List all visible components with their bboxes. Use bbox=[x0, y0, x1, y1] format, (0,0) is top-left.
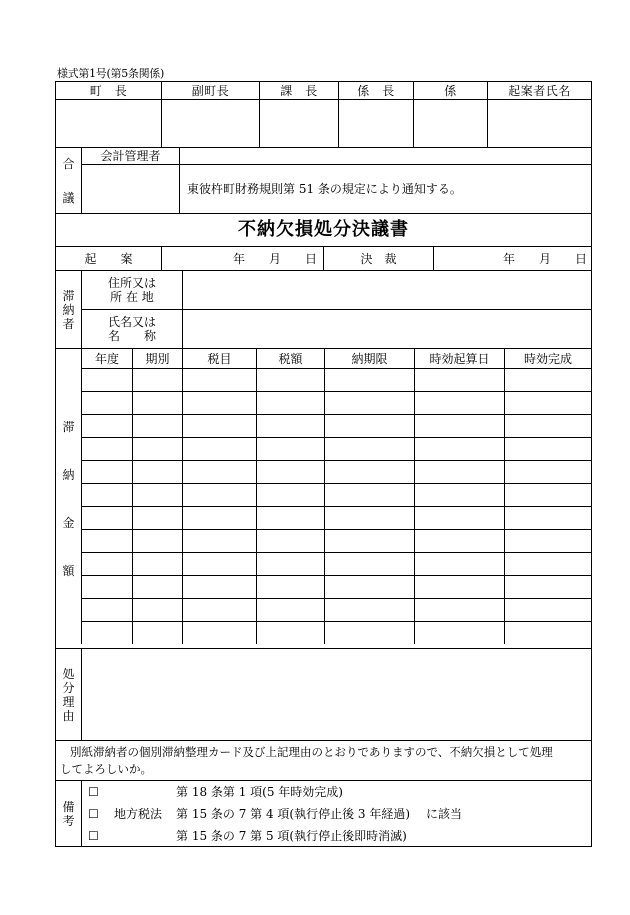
table-cell-year[interactable] bbox=[81, 391, 132, 414]
table-cell-prescription-start[interactable] bbox=[414, 529, 504, 552]
table-cell-tax-item[interactable] bbox=[182, 437, 256, 460]
address-field[interactable] bbox=[182, 270, 591, 309]
table-cell-year[interactable] bbox=[81, 460, 132, 483]
column-header-due-date: 納期限 bbox=[324, 348, 414, 368]
remarks-side-char: 考 bbox=[62, 813, 75, 828]
remarks-area bbox=[81, 780, 591, 846]
table-cell-year[interactable] bbox=[81, 483, 132, 506]
seal-box-section-chief[interactable] bbox=[259, 99, 338, 147]
seal-box-mayor[interactable] bbox=[56, 99, 161, 147]
table-cell-due-date[interactable] bbox=[324, 575, 414, 598]
table-cell-prescription-end[interactable] bbox=[504, 529, 591, 552]
table-cell-year[interactable] bbox=[81, 552, 132, 575]
table-cell-tax-amount[interactable] bbox=[256, 529, 324, 552]
council-seal-box[interactable] bbox=[81, 164, 179, 213]
checkbox-5yr[interactable]: ☐ bbox=[88, 785, 99, 799]
table-cell-prescription-start[interactable] bbox=[414, 414, 504, 437]
table-cell-tax-item[interactable] bbox=[182, 598, 256, 621]
reason-side-char: 理 bbox=[62, 694, 75, 709]
table-cell-year[interactable] bbox=[81, 414, 132, 437]
accountant-seal-area[interactable] bbox=[179, 147, 591, 164]
table-cell-prescription-start[interactable] bbox=[414, 575, 504, 598]
table-cell-period[interactable] bbox=[132, 529, 182, 552]
reason-side-char: 処 bbox=[62, 666, 75, 681]
table-cell-due-date[interactable] bbox=[324, 598, 414, 621]
council-side-char: 合 bbox=[62, 156, 75, 171]
table-cell-tax-amount[interactable] bbox=[256, 598, 324, 621]
name-field[interactable] bbox=[182, 309, 591, 348]
table-cell-tax-amount[interactable] bbox=[256, 552, 324, 575]
name-label-line: 名 称 bbox=[107, 329, 156, 343]
table-cell-due-date[interactable] bbox=[324, 437, 414, 460]
reason-side-label bbox=[56, 648, 81, 740]
table-cell-prescription-start[interactable] bbox=[414, 368, 504, 391]
table-cell-year[interactable] bbox=[81, 529, 132, 552]
table-cell-tax-amount[interactable] bbox=[256, 506, 324, 529]
form-number-label: 様式第1号(第5条関係) bbox=[57, 67, 164, 80]
column-header-tax-amount: 税額 bbox=[256, 348, 324, 368]
table-cell-due-date[interactable] bbox=[324, 621, 414, 644]
remarks-side-char: 備 bbox=[62, 799, 75, 814]
table-cell-prescription-end[interactable] bbox=[504, 552, 591, 575]
table-cell-due-date[interactable] bbox=[324, 368, 414, 391]
table-cell-prescription-end[interactable] bbox=[504, 437, 591, 460]
table-cell-prescription-end[interactable] bbox=[504, 621, 591, 644]
seal-box-deputy-mayor[interactable] bbox=[161, 99, 259, 147]
seal-box-subsection-chief[interactable] bbox=[338, 99, 413, 147]
reason-field[interactable] bbox=[81, 648, 591, 740]
amount-side-char: 納 bbox=[62, 467, 75, 482]
column-header-year: 年度 bbox=[81, 348, 132, 368]
debtor-side-char: 納 bbox=[62, 302, 75, 317]
table-cell-prescription-end[interactable] bbox=[504, 483, 591, 506]
header-drafter-name: 起案者氏名 bbox=[487, 82, 591, 99]
notice-text: 東彼杵町財務規則第 51 条の規定により通知する。 bbox=[179, 164, 591, 213]
amount-side-char: 額 bbox=[62, 563, 75, 578]
table-cell-prescription-start[interactable] bbox=[414, 598, 504, 621]
table-cell-period[interactable] bbox=[132, 391, 182, 414]
table-cell-tax-amount[interactable] bbox=[256, 621, 324, 644]
table-cell-prescription-start[interactable] bbox=[414, 506, 504, 529]
table-cell-period[interactable] bbox=[132, 483, 182, 506]
table-cell-period[interactable] bbox=[132, 368, 182, 391]
table-cell-prescription-end[interactable] bbox=[504, 391, 591, 414]
table-cell-tax-item[interactable] bbox=[182, 368, 256, 391]
table-cell-prescription-start[interactable] bbox=[414, 483, 504, 506]
table-cell-due-date[interactable] bbox=[324, 483, 414, 506]
remark-item-1: 第 18 条第 1 項(5 年時効完成) bbox=[176, 785, 343, 799]
accountant-label: 会計管理者 bbox=[81, 147, 179, 164]
name-label bbox=[81, 309, 182, 348]
debtor-side-label bbox=[56, 270, 81, 348]
table-cell-due-date[interactable] bbox=[324, 391, 414, 414]
drafted-date[interactable]: 年 月 日 bbox=[161, 246, 323, 270]
table-cell-tax-amount[interactable] bbox=[256, 575, 324, 598]
table-cell-prescription-start[interactable] bbox=[414, 437, 504, 460]
statement bbox=[56, 740, 591, 780]
table-cell-year[interactable] bbox=[81, 437, 132, 460]
checkbox-3yr[interactable]: ☐ bbox=[88, 807, 99, 821]
table-cell-tax-item[interactable] bbox=[182, 552, 256, 575]
table-cell-year[interactable] bbox=[81, 621, 132, 644]
applies-suffix: に該当 bbox=[426, 807, 463, 821]
header-section-chief: 課 長 bbox=[259, 82, 338, 99]
table-cell-tax-item[interactable] bbox=[182, 621, 256, 644]
statement-line-1: 別紙滞納者の個別滞納整理カード及び上記理由のとおりでありますので、不納欠損として処理 bbox=[70, 744, 553, 759]
header-staff: 係 bbox=[413, 82, 487, 99]
table-cell-tax-item[interactable] bbox=[182, 483, 256, 506]
table-cell-tax-amount[interactable] bbox=[256, 391, 324, 414]
table-cell-prescription-start[interactable] bbox=[414, 391, 504, 414]
table-cell-tax-amount[interactable] bbox=[256, 414, 324, 437]
disposition-form bbox=[55, 81, 592, 847]
table-cell-period[interactable] bbox=[132, 414, 182, 437]
table-cell-prescription-end[interactable] bbox=[504, 575, 591, 598]
table-cell-period[interactable] bbox=[132, 575, 182, 598]
table-cell-period[interactable] bbox=[132, 598, 182, 621]
table-cell-prescription-end[interactable] bbox=[504, 460, 591, 483]
reason-side-char: 分 bbox=[62, 680, 75, 695]
table-cell-due-date[interactable] bbox=[324, 552, 414, 575]
table-cell-tax-item[interactable] bbox=[182, 414, 256, 437]
remark-item-3: 第 15 条の 7 第 5 項(執行停止後即時消滅) bbox=[176, 829, 407, 843]
debtor-side-char: 滞 bbox=[62, 288, 75, 303]
amount-side-char: 金 bbox=[62, 515, 75, 530]
remark-item-2: 第 15 条の 7 第 4 項(執行停止後 3 年経過) bbox=[176, 807, 411, 821]
table-cell-tax-amount[interactable] bbox=[256, 437, 324, 460]
table-cell-year[interactable] bbox=[81, 368, 132, 391]
table-cell-period[interactable] bbox=[132, 506, 182, 529]
table-cell-due-date[interactable] bbox=[324, 529, 414, 552]
checkbox-immediate[interactable]: ☐ bbox=[88, 829, 99, 843]
seal-box-staff[interactable] bbox=[413, 99, 487, 147]
table-cell-due-date[interactable] bbox=[324, 414, 414, 437]
remarks-side-label bbox=[56, 780, 81, 846]
table-cell-prescription-end[interactable] bbox=[504, 598, 591, 621]
council-side-label bbox=[56, 147, 81, 213]
table-cell-tax-item[interactable] bbox=[182, 506, 256, 529]
table-cell-period[interactable] bbox=[132, 552, 182, 575]
table-cell-prescription-end[interactable] bbox=[504, 506, 591, 529]
table-cell-period[interactable] bbox=[132, 437, 182, 460]
reason-side-char: 由 bbox=[62, 708, 75, 723]
table-cell-period[interactable] bbox=[132, 621, 182, 644]
council-side-char: 議 bbox=[62, 190, 75, 205]
table-cell-tax-amount[interactable] bbox=[256, 483, 324, 506]
table-cell-due-date[interactable] bbox=[324, 506, 414, 529]
column-header-tax-item: 税目 bbox=[182, 348, 256, 368]
header-subsection-chief: 係 長 bbox=[338, 82, 413, 99]
table-cell-prescription-end[interactable] bbox=[504, 414, 591, 437]
address-label bbox=[81, 270, 182, 309]
table-cell-prescription-end[interactable] bbox=[504, 368, 591, 391]
document-title: 不納欠損処分決議書 bbox=[56, 213, 591, 246]
column-header-period: 期別 bbox=[132, 348, 182, 368]
table-cell-tax-item[interactable] bbox=[182, 575, 256, 598]
address-label-line: 住所又は bbox=[107, 276, 156, 290]
law-name: 地方税法 bbox=[114, 807, 163, 821]
table-cell-tax-amount[interactable] bbox=[256, 460, 324, 483]
column-header-prescription-start: 時効起算日 bbox=[414, 348, 504, 368]
table-cell-period[interactable] bbox=[132, 460, 182, 483]
header-deputy-mayor: 副町長 bbox=[161, 82, 259, 99]
table-cell-tax-amount[interactable] bbox=[256, 368, 324, 391]
debtor-side-char: 者 bbox=[62, 316, 75, 331]
table-cell-prescription-start[interactable] bbox=[414, 552, 504, 575]
table-cell-due-date[interactable] bbox=[324, 460, 414, 483]
name-label-line: 氏名又は bbox=[107, 315, 156, 329]
table-cell-prescription-start[interactable] bbox=[414, 621, 504, 644]
table-cell-tax-item[interactable] bbox=[182, 529, 256, 552]
column-header-prescription-end: 時効完成 bbox=[504, 348, 591, 368]
address-label-line: 所 在 地 bbox=[110, 290, 154, 304]
amount-side-label bbox=[56, 348, 81, 648]
table-cell-tax-item[interactable] bbox=[182, 391, 256, 414]
amount-side-char: 滞 bbox=[62, 419, 75, 434]
drafted-label: 起 案 bbox=[56, 246, 161, 270]
seal-box-drafter[interactable] bbox=[487, 99, 591, 147]
table-cell-prescription-start[interactable] bbox=[414, 460, 504, 483]
statement-line-2: してよろしいか。 bbox=[60, 761, 152, 776]
table-cell-year[interactable] bbox=[81, 575, 132, 598]
table-cell-tax-item[interactable] bbox=[182, 460, 256, 483]
table-cell-year[interactable] bbox=[81, 506, 132, 529]
table-cell-year[interactable] bbox=[81, 598, 132, 621]
approved-date[interactable]: 年 月 日 bbox=[433, 246, 591, 270]
approved-label: 決 裁 bbox=[323, 246, 433, 270]
header-mayor: 町 長 bbox=[89, 83, 128, 98]
